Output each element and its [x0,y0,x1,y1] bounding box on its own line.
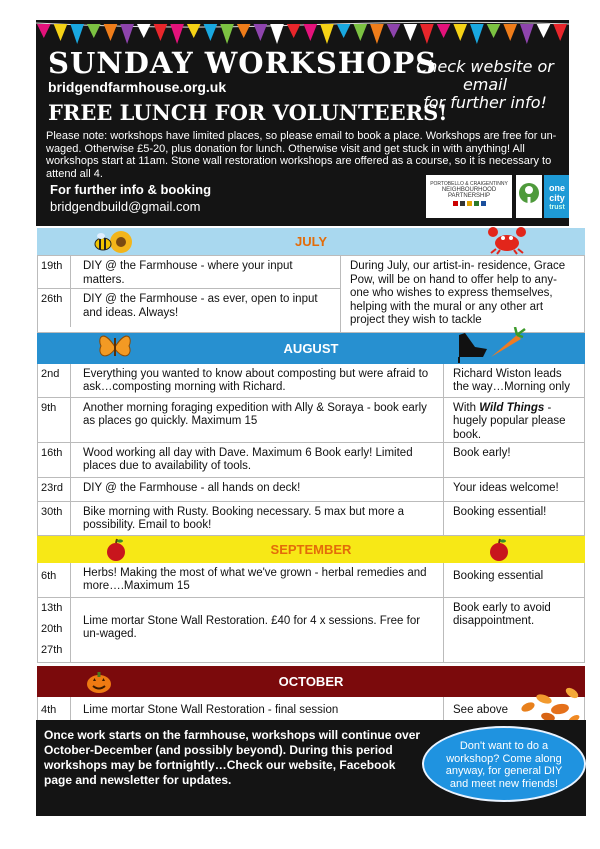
bunting-flag [104,24,118,41]
one-city-trust-logo [544,175,569,218]
july-artist-note: During July, our artist-in- residence, Grace Pow, will be on hand to offer help to any-one who wishes to express themselves, helping with the mural or any other art project they wish to tackle [350,260,566,326]
apple-icon [104,538,128,562]
shoe-carrot-icon [455,327,527,365]
workshop-date: 26th [38,289,71,327]
workshop-date: 6th [38,563,71,597]
table-row [37,502,585,536]
note-text: With [453,401,480,414]
footer-panel [36,720,586,816]
workshop-description: Bike morning with Rusty. Booking necessary. 5 max but more a possibility. Email to book! [83,505,405,531]
bunting-flag [287,24,301,38]
table-row [37,398,585,443]
workshop-description: Another morning foraging expedition with Ally & Soraya - book early as places go quickly. Maximum 15 [83,401,427,427]
workshop-note: Booking essential [443,563,584,597]
workshop-note: Book early to avoid disappointment. [443,598,584,662]
workshop-description: DIY @ the Farmhouse - as ever, open to input and ideas. Always! [83,293,318,319]
month-banner-august [37,333,585,364]
workshop-description: DIY @ the Farmhouse - where your input matters. [83,260,293,286]
workshop-date: 30th [38,502,71,535]
bunting-flag [37,24,51,38]
workshop-date: 19th [38,256,71,288]
workshop-description: DIY @ the Farmhouse - all hands on deck! [83,481,301,494]
july-block [37,256,585,333]
tree-logo-icon [516,175,542,218]
month-label: JULY [294,234,328,249]
workshop-date: 13th [41,601,63,614]
workshop-note [443,398,584,442]
month-banner-september [37,536,585,563]
schedule-table [37,228,585,727]
pumpkin-icon [85,670,113,694]
bunting-flag [387,24,401,38]
check-line: Check website or [416,57,554,76]
bunting-flag [370,24,384,44]
workshop-description: Everything you wanted to know about composting but were afraid to ask…composting morning with Richard. [83,367,429,393]
workshop-date: 23rd [38,478,71,501]
check-website-callout [410,58,560,112]
workshop-date: 20th [41,622,63,635]
bunting-flag [337,24,351,38]
crab-icon [487,223,527,255]
workshop-description: Lime mortar Stone Wall Restoration - final session [83,703,339,716]
contact-email[interactable]: bridgendbuild@gmail.com [50,199,201,214]
bunting-flag [537,24,551,38]
workshop-dates [38,598,71,662]
bunting-flag [553,24,567,41]
workshop-date: 4th [38,697,71,726]
table-row [38,256,340,289]
bunting-flag [520,24,534,44]
bunting-flag [420,24,434,44]
check-line: email [462,75,508,94]
bunting-flag [254,24,268,41]
month-banner-july [37,228,585,256]
bunting-flag [137,24,151,38]
bunting-flag [70,24,84,44]
page-title: SUNDAY WORKSHOPS [48,46,438,80]
drop-in-bubble: Don't want to do a workshop? Come along anyway, for general DIY and meet new friends! [422,726,586,802]
footer-text: Once work starts on the farmhouse, workshops will continue over October-December (and possibly beyond). During this period workshops may be fortnightly…Check our website, Facebook page and newsletter for updates. [44,728,421,787]
bunting-flag [120,24,134,44]
check-line: for further info! [423,93,547,112]
bunting-flag [304,24,318,41]
bunting-flag [487,24,501,38]
logo-squares [426,199,512,208]
workshop-description: Wood working all day with Dave. Maximum 6 Book early! Limited places due to availability of tools. [83,446,413,472]
workshop-date: 9th [38,398,71,442]
month-banner-october [37,666,585,697]
bunting-flag [187,24,201,38]
table-row [37,598,585,663]
neighbourhood-partnership-logo [426,175,512,218]
bunting-flag [470,24,484,44]
table-row [37,563,585,598]
bee-sunflower-icon [89,228,137,256]
month-label: AUGUST [283,340,339,356]
header-panel [36,20,569,226]
logo-text: city [549,193,565,203]
bunting-flag [154,24,168,41]
bunting-flag [503,24,517,41]
workshop-note: Your ideas welcome! [443,478,584,501]
bunting-flag [87,24,101,38]
logo-text: PARTNERSHIP [447,193,491,199]
logo-text: NEIGHBOURHOOD [441,187,497,193]
butterfly-icon [97,330,133,364]
bunting-flag [437,24,451,38]
table-row [38,289,340,327]
workshop-date: 2nd [38,364,71,397]
workshop-note: Book early! [443,443,584,477]
bunting-flag [237,24,251,38]
workshop-note: Booking essential! [443,502,584,535]
wild-things-emphasis: Wild Things [479,401,545,414]
workshop-note: Richard Wiston leads the way…Morning only [443,364,584,397]
partner-logos [426,175,566,219]
bunting-flag [320,24,334,44]
table-row [37,443,585,478]
bunting-flag [204,24,218,41]
bunting-flag [170,24,184,44]
bunting-flag [453,24,467,41]
bunting-flag [353,24,367,41]
workshop-date: 27th [41,643,63,656]
logo-text: PORTOBELLO & CRAIGENTINNY [430,181,508,187]
table-row [37,364,585,398]
bunting-flag [403,24,417,41]
workshop-description: Lime mortar Stone Wall Restoration. £40 for 4 x sessions. Free for un-waged. [83,614,421,640]
apple-icon [487,538,511,562]
note-text: - hugely popular please book. [453,401,566,441]
website-link[interactable]: bridgendfarmhouse.org.uk [48,79,227,95]
free-lunch-heading: FREE LUNCH FOR VOLUNTEERS! [48,100,448,125]
month-label: OCTOBER [278,673,344,689]
logo-text: trust [549,204,565,211]
bunting-flag [270,24,284,44]
workshop-date: 16th [38,443,71,477]
info-label: For further info & booking [50,182,212,197]
bunting-flag [220,24,234,44]
workshop-note: See above [443,697,584,726]
logo-text: one [548,183,565,193]
booking-note: Please note: workshops have limited places, so please email to book a place. Workshops are free for un-waged. Otherwise £5-20, plus donation for lunch. Otherwise visit and get stuck in with anything! All workshops start at 11am. Stone wall restoration workshops are offered as a course, so it is necessary to attend all 4. [46,130,557,180]
month-label: SEPTEMBER [270,541,352,557]
workshop-description: Herbs! Making the most of what we've grown - herbal remedies and more….Maximum 15 [83,566,427,592]
bunting-flag [54,24,68,41]
table-row [37,478,585,502]
